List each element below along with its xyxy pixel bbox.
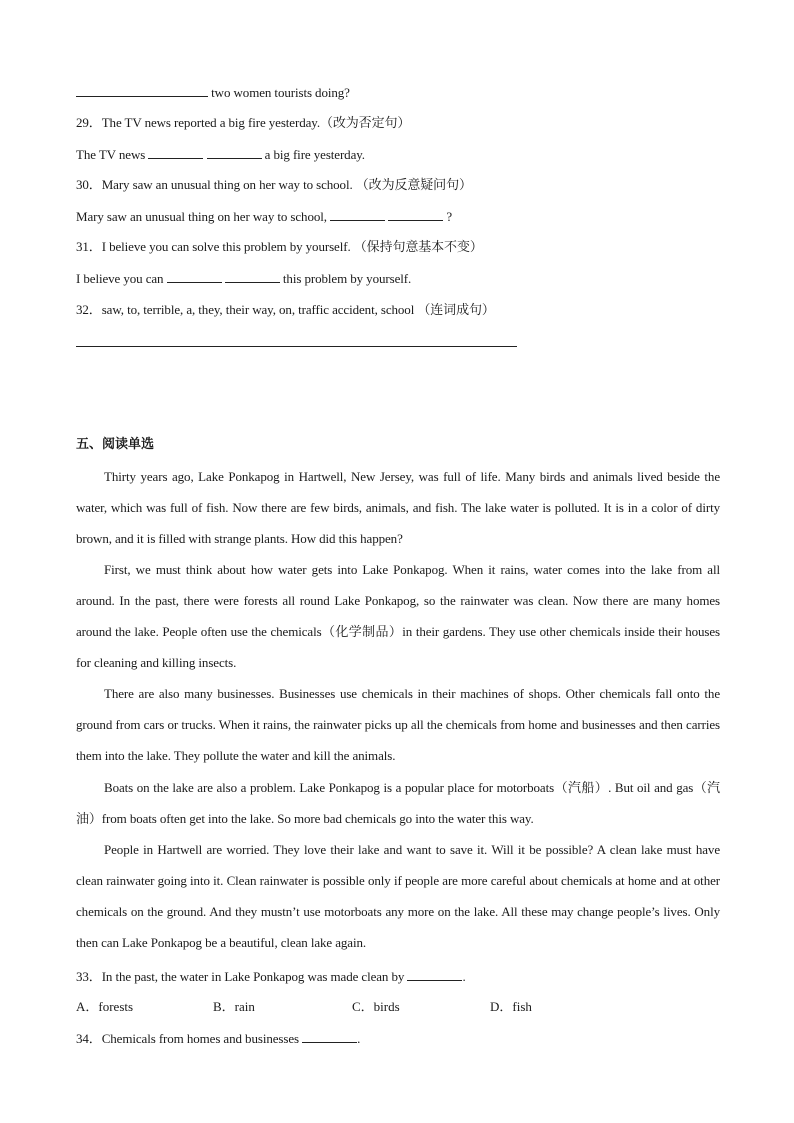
question-29-prompt: 29．The TV news reported a big fire yesterday.（改为否定句） [76, 115, 411, 130]
section-title: 五、阅读单选 [76, 437, 155, 452]
option-d[interactable]: D．fish [490, 999, 532, 1014]
answer-blank[interactable] [148, 146, 203, 159]
answer-blank[interactable] [76, 84, 208, 97]
question-34-stem [76, 1030, 360, 1047]
answer-blank[interactable] [330, 208, 385, 221]
question-31-answer-end: this problem by yourself. [282, 271, 412, 286]
option-b[interactable]: B．rain [213, 999, 255, 1014]
question-33-stem-text: 33．In the past, the water in Lake Ponkapog was made clean by [76, 969, 405, 984]
answer-blank[interactable] [407, 968, 462, 981]
question-29-answer-start: The TV news [76, 147, 146, 162]
question-32-prompt: 32．saw, to, terrible, a, they, their way, on, traffic accident, school （连词成句） [76, 302, 495, 317]
passage-paragraph-1: Thirty years ago, Lake Ponkapog in Hartwell, New Jersey, was full of life. Many birds and animals lived beside the water, which was full of fish. Now there are few birds, animals, and fish. The lake water is polluted. It is in a color of dirty brown, and it is filled with strange plants. How did this happen? [76, 469, 720, 546]
question-31-answer-line [76, 270, 411, 287]
passage-paragraph-3: There are also many businesses. Businesses use chemicals in their machines of shops. Other chemicals fall onto the ground from cars or trucks. When it rains, the rainwater picks up all the chemicals from home and businesses and then carries them into the lake. They pollute the water and kill the animals. [76, 686, 720, 763]
question-30-answer-line [76, 208, 452, 225]
question-28-answer-line [76, 84, 350, 101]
question-31-prompt: 31．I believe you can solve this problem by yourself. （保持句意基本不变） [76, 239, 483, 254]
option-a[interactable]: A．forests [76, 999, 134, 1014]
question-31-answer-start: I believe you can [76, 271, 164, 286]
question-33-stem-end: . [462, 969, 466, 984]
question-30-answer-start: Mary saw an unusual thing on her way to school, [76, 209, 327, 224]
passage-paragraph-4: Boats on the lake are also a problem. Lake Ponkapog is a popular place for motorboats（汽船）. But oil and gas（汽油）from boats often get into the lake. So more bad chemicals go into the water this way. [76, 780, 720, 826]
question-32-answer-rule[interactable] [76, 346, 517, 347]
question-34-stem-end: . [357, 1031, 361, 1046]
answer-blank[interactable] [225, 270, 280, 283]
question-29-answer-line [76, 146, 365, 163]
question-28-tail-text: two women tourists doing? [211, 85, 350, 100]
question-29-answer-end: a big fire yesterday. [264, 147, 365, 162]
answer-blank[interactable] [388, 208, 443, 221]
answer-blank[interactable] [302, 1030, 357, 1043]
question-30-prompt: 30．Mary saw an unusual thing on her way to school. （改为反意疑问句） [76, 177, 472, 192]
answer-blank[interactable] [207, 146, 262, 159]
passage-paragraph-2: First, we must think about how water gets into Lake Ponkapog. When it rains, water comes into the lake from all around. In the past, there were forests all round Lake Ponkapog, so the rainwater was clean. Now there are many homes around the lake. People often use the chemicals（化学制品）in their gardens. They use other chemicals inside their houses for cleaning and killing insects. [76, 562, 720, 670]
question-33-stem [76, 968, 466, 985]
question-30-answer-end: ? [446, 209, 453, 224]
passage-paragraph-5: People in Hartwell are worried. They love their lake and want to save it. Will it be possible? A clean lake must have clean rainwater going into it. Clean rainwater is possible only if people are more careful about chemicals at home and at other chemicals on the ground. And they mustn’t use motorboats any more on the lake. All these may change people’s lives. Only then can Lake Ponkapog be a beautiful, clean lake again. [76, 842, 720, 950]
question-34-stem-text: 34．Chemicals from homes and businesses [76, 1031, 299, 1046]
option-c[interactable]: C．birds [352, 999, 400, 1014]
answer-blank[interactable] [167, 270, 222, 283]
